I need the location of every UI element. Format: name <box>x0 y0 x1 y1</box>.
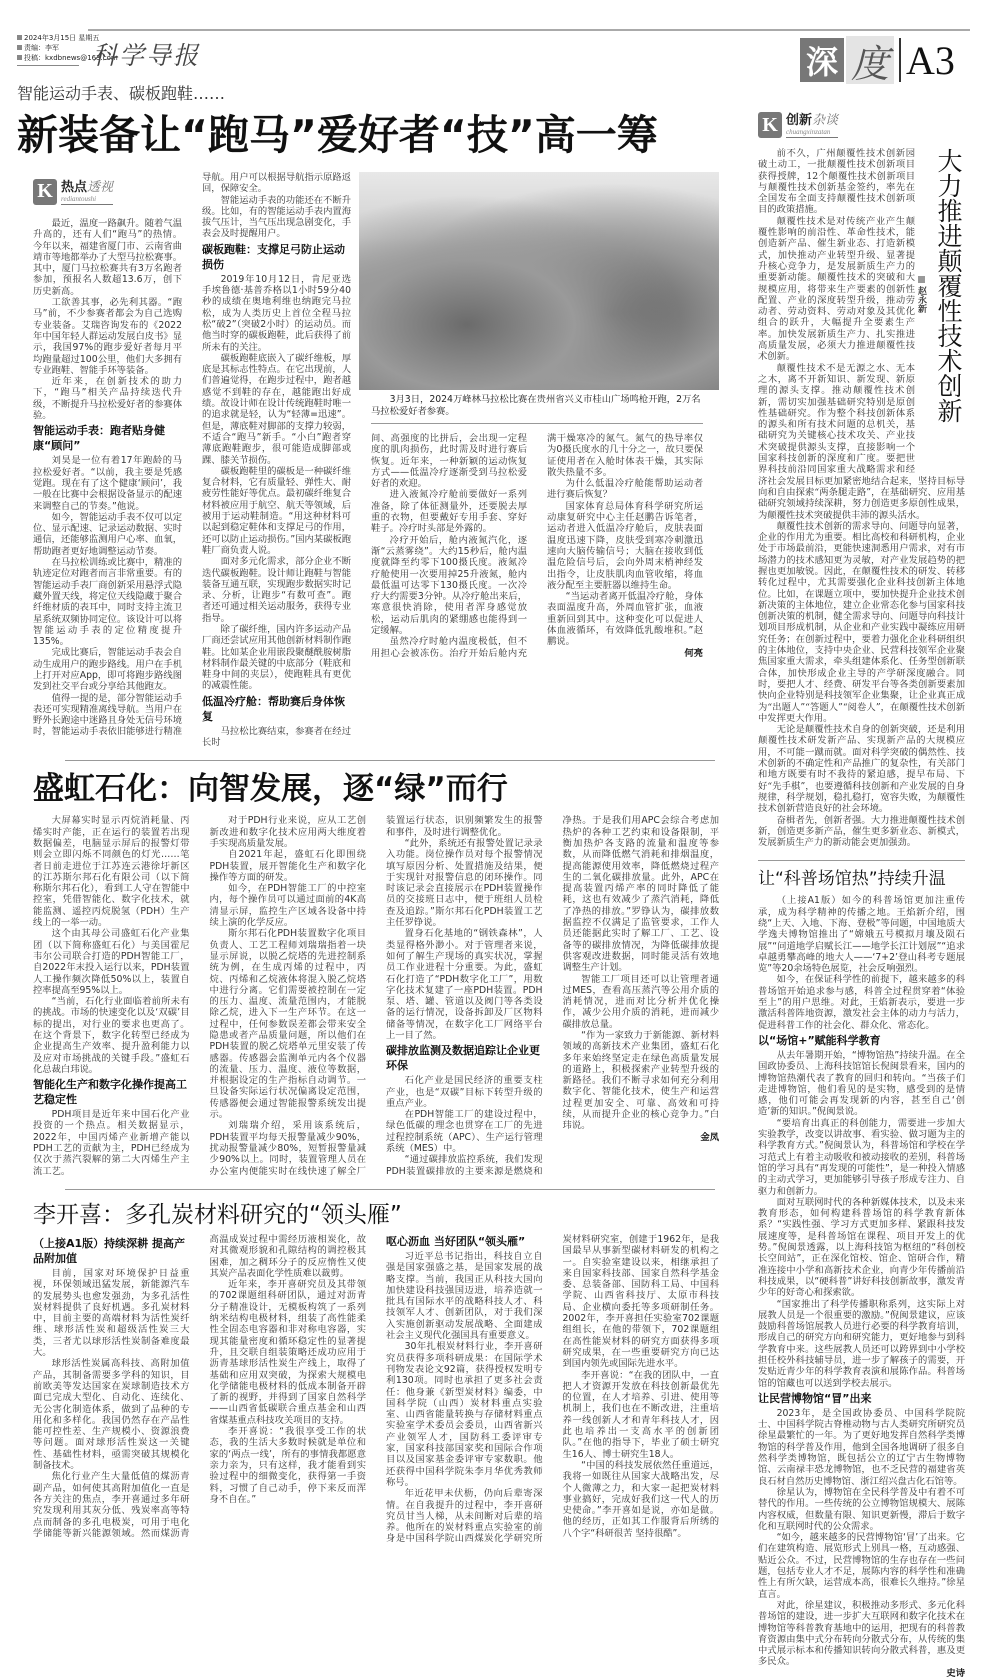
paragraph: 30年扎根炭材料行业，李开喜研究员获得多项科研成果：在国际学术刊物发表论文92篇，获得授权发明专利130项。同时也承担了更多社会责任：他身兼《新型炭材料》编委，中国科学院（山西）炭材料重点实验室、山西省能量转换与存储材料重点实验室学术委员会委员，山西省新兴产业领军人才，国防科工委评审专家，国家科技部国家奖和国际合作项目以及国家基金委评审专家数职。他还获得中国科学院朱李月华优秀教师称号。 <box>386 1341 543 1488</box>
paragraph: 颠覆性技术是对传统产业产生颠覆性影响的前沿性、革命性技术，能创造新产品、催生新业态、打造新模式，加快推动产业转型升级、显著提升核心竞争力，是发展新质生产力的重要新动能。颠覆性技术的突破和大规模应用，将带来生产要素的创新性配置、产业的深度转型升级，推动劳动者、劳动资料、劳动对象及其优化组合的跃升，大幅提升全要素生产率。加快发展新质生产力、扎实推进高质量发展，必须大力推进颠覆性技术创新。 <box>758 215 915 363</box>
paragraph: 值得一提的是，部分智能运动手表还可实现精准离线导航。当用户在野外长跑途中迷路且身处无信号环境时，智能运动手表依旧能够进行精准导航。用户可以根据导航指示原路返回，保障安全。 <box>33 172 351 738</box>
paragraph: 奋楫者先，创新者强。大力推进颠覆性技术创新，创造更多新产品，催生更多新业态、新模式，发展新质生产力的新动能会更加强劲。 <box>758 814 965 849</box>
paragraph: 颠覆性技术不是无源之水、无本之木，离不开新知识、新发现、新原理的源头支撑。推动颠覆性技术创新，需切实加强基础研究特别是原创性基础研究。作为整个科技创新体系的源头和所有技术问题的总机关，基础研究为关键核心技术攻关、产业技术突破提供源头支撑，直接影响一个国家科技创新的深度和广度。要把世界科技前沿同国家重大战略需求和经济社会发展目标更加紧密地结合起来，坚持目标导向和自由探索“两条腿走路”，在基础研究、应用基础研究领域持续深耕，努力创造更多原创性成果，为颠覆性技术突破提供丰沛的源头活水。 <box>758 362 965 521</box>
paragraph: “作为一家致力于新能源、新材料领域的高新技术产业集团，盛虹石化多年来始终坚定走在绿色高质量发展的道路上，积极探索产业转型升级的新路径。我们不断寻求如何充分利用数字化、智能化技术，使生产和运营过程更加安全、可靠、高效和可持续，从而提升企业的核心竞争力。”白玮说。 <box>562 1030 719 1132</box>
main-headline: 新装备让“跑马”爱好者“技”高一筹 <box>17 111 658 159</box>
header-rule <box>88 29 970 31</box>
column-badge-chuangxinzatan <box>758 110 965 140</box>
kepu-headline: 让“科普场馆热”持续升温 <box>758 869 946 890</box>
editorial-title: 大力推进颠覆性技术创新 <box>934 148 963 423</box>
subheading: 碳板跑鞋：支撑足弓防止运动损伤 <box>202 242 345 271</box>
k-logo-icon: K <box>758 112 782 138</box>
section-char-1: 深 <box>800 38 844 82</box>
paragraph: 近年来，李开喜研究员及其带领的702课题组科研团队，通过对沥青分子精准设计，无模板构筑了一系列纳米结构电极材料，组装了高性能柔性全固态电容器和非对称电容器，实现其能量密度和循环稳定性的显著提升，且交联自组装策略还成功应用于沥青基球形活性炭生产线上，取得了基础和应用双突破，为探索大规模电化学储能电极材料的低成本制备开辟了新的视野，并得到了国家自然科学——山西省低碳联合重点基金和山西省煤基重点科技攻关项目的支持。 <box>209 1279 366 1426</box>
section-rule <box>758 860 965 861</box>
paragraph: 碳板跑鞋底嵌入了碳纤维板，厚底是其标志性特点。在它出现前，人们普遍觉得，在跑步过程中，跑者越感觉不到鞋的存在，越能跑出好成绩。故设计师在设计传统跑鞋时唯一的追求就是轻，认为“轻薄=迅速”。但是，薄底鞋对脚部的支撑力较弱，不适合“跑马”新手。“小白”跑者穿薄底跑鞋跑步，很可能造成脚部或踝、膝关节损伤。 <box>202 352 351 466</box>
marathon-body-upper <box>33 172 351 748</box>
subheading: 碳排放监测及数据追踪让企业更环保 <box>386 1044 540 1073</box>
paragraph: 近年来，在创新技术的助力下，“跑马”相关产品持续迭代升级，不断提升马拉松爱好者的参赛体验。 <box>33 376 182 422</box>
paragraph: 2019年10月12日，肯尼亚选手埃鲁德·基普乔格以1小时59分40秒的成绩在奥地利维也纳跑完马拉松，成为人类历史上首位全程马拉松“破2”（突破2小时）的运动员。而他当时穿的碳板跑鞋，此后获得了前所未有的关注。 <box>202 273 351 353</box>
subheading: 低温冷疗舱：帮助赛后身体恢复 <box>202 694 345 723</box>
paragraph: 对于PDH行业来说，应从工艺创新改进和数字化技术应用两大维度着手实现高质量发展。 <box>209 815 366 849</box>
paragraph: 2023年，是全国政协委员、中国科学院院士、中国科学院古脊椎动物与古人类研究所研究员徐星最繁忙的一年。为了更好地发挥自然科学类博物馆的科学普及作用，他到全国各地调研了很多自然科学类博物馆，既包括公立的辽宁古生物博物馆、云南禄丰恐龙博物馆，也不乏民营的福建省英良石材自然历史博物馆、浙江绍兴盘古化石馆等。 <box>758 1407 965 1487</box>
paragraph: 年近花甲未伏枥，仍向后辈寄深情。在自我提升的过程中，李开喜研究员甘当人梯，从未间断对后辈的培养。他所在的炭材料重点实验室的前身是中国科学院山西煤炭化学研究所炭材料研究室，创建于1962年，是我国最早从事新型碳材料研发的机构之一。自实验室建设以来，相继承担了来自国家科技部、国家自然科学基金委、总装备部、国防科工局、中国科学院、山西省科技厅、太原市科技局、企业横向委托等多项研制任务。2002年，李开喜担任实验室702课题组组长，在他的带领下，702课题组在高性能炭材料的研究方面获得多项研究成果，在一些重要研究方向已达到国内领先或国际先进水平。 <box>386 1233 719 1545</box>
paragraph: 智能运动手表的功能还在不断升级。比如，有的智能运动手表内置海拔气压计，当气压出现急剧变化，手表会及时提醒用户。 <box>202 194 351 240</box>
main-area <box>17 84 735 1545</box>
badge-pinyin: chuangxinzatan <box>786 127 831 136</box>
column-badge-rediantoushi <box>33 172 182 212</box>
section-char-2: 度 <box>846 36 894 84</box>
kepu-body <box>758 895 965 1679</box>
marathon-photo <box>359 172 719 390</box>
paragraph: （上接A1版）如今的科普场馆更加注重传承，成为科学精神的传播之地。王焰新介绍，围绕“上天、入地、下海、登极”等问题，中国地质大学逸夫博物馆推出了“嫦娥五号模拟月壤及陨石展”“问道地学启赋长江——地学长江计划展”“追求卓越勇攀高峰的地大人——‘7+2’登山科考专题展览”等20余场特色展览，社会反响强烈。 <box>758 895 965 975</box>
paragraph: 前不久，广州颠覆性技术创新园破土动工，一批颠覆性技术创新项目获得授牌，12个颠覆性技术创新项目与颠覆性技术创新基金签约，率先在全国发布全面支持颠覆性技术创新项目的政策措施。 <box>758 148 915 216</box>
paragraph: 自2021年起，盛虹石化即围绕PDH装置，展开智能化生产和数字化操作等方面的研发。 <box>209 849 366 883</box>
shenghong-body <box>33 815 719 1177</box>
paragraph: 球形活性炭属高科技、高附加值产品，其制备需要多学科的知识，目前欧美等发达国家在炭球制造技术方面已完成大型化、自动化、连续化、无公害化制造体系，做到了品种的专用化和多样化。我国仍然存在产品性能可控性差、生产规模小、资源浪费等问题。面对球形活性炭这一关键性、基础性材料，亟需突破其规模化制备技术。 <box>33 1358 190 1472</box>
issue-date: 2024年3月15日 星期五 <box>17 33 79 43</box>
paragraph: “如今，越来越多的民营博物馆‘冒’了出来。它们在建筑构造、展览形式上别具一格，互动感强、贴近公众。不过，民营博物馆的生存也存在一些问题，包括专业人才不足，展陈内容的科学性和准确性上有所欠缺，运营成本高，很难长久维持。”徐星直言。 <box>758 1532 965 1600</box>
paragraph: 在马拉松训练或比赛中，精准的轨迹定位对跑者而言非常重要。有的智能运动手表厂商创新采用悬浮式隐藏外置天线，将定位天线隐藏于聚合纤维材质的表耳中，同时支持主流卫星系统双频协同定位。该设计可以将智能运动手表的定位精度提升135%。 <box>33 557 182 648</box>
paragraph: 在PDH智能工厂的建设过程中，绿色低碳的理念也贯穿在工厂的先进过程控制系统（APC）、生产运行管理系统（MES）中。 <box>386 1109 543 1155</box>
subheading: 智能运动手表：跑者贴身健康“顾问” <box>33 424 165 453</box>
editorial-title-block <box>915 148 965 468</box>
paragraph: 斯尔邦石化PDH装置数字化项目负责人、工艺工程师刘瑞瑞指着一块显示屏说，以脱乙烷塔的先进控制系统为例，在生成丙烯的过程中，丙烷、丙烯和乙烷液体将混入脱乙烷塔中进行分离。它们需要被控制在一定的压力、温度、流量范围内，才能脱除乙烷，进入下一生产环节。在这一过程中，任何参数误差都会带来安全隐患或者产品质量问题，所以他们在PDH装置的脱乙烷塔单元里安装了传感器。传感器会监测单元内各个仪器的流量、压力、温度、液位等数据，并根据设定的生产指标自动调节。一旦设备实际运行状况偏离设定范围，传感器便会通过智能报警系统发出提示。 <box>209 928 366 1121</box>
paragraph: 徐星认为，博物馆在全民科学普及中有着不可替代的作用。一些传统的公立博物馆规模大、展陈内容权威，但数量有限、知识更新慢，滞后于数字化和互联网时代的公众需求。 <box>758 1486 965 1532</box>
paragraph: 无论是颠覆性技术自身的创新突破，还是利用颠覆性技术研发新产品、实现新产品的大规模应用，不可能一蹴而就。面对科学突破的偶然性、技术创新的不确定性和产品推广的复杂性，有关部门和地方既要有时不我待的紧迫感，提早布局、下好“先手棋”，也要遵循科技创新和产业发展的自身规律，科学规划，稳扎稳打，宽容失败，为颠覆性技术创新营造良好的社会环境。 <box>758 724 965 815</box>
paragraph: 这个由其母公司盛虹石化产业集团（以下简称盛虹石化）与美国霍尼韦尔公司联合打造的PDH智能工厂，自2022年末投入运行以来，PDH装置人工操作频次降低50%以上，装置自控率提高至95%以上。 <box>33 928 190 996</box>
paragraph: 国家体育总局体育科学研究所运动康复研究中心主任赵鹏告诉笔者，运动者进入低温冷疗舱后，皮肤表面温度迅速下降，皮肤受到寒冷刺激迅速向大脑传输信号；大脑在接收到低温危险信号后，会向外周末梢神经发出指令，让皮肤肌肉血管收缩，将血液分配至主要脏器以维持生命。 <box>547 500 703 591</box>
paragraph: 目前，国家对环境保护日益重视，环保领域迅猛发展，新能源汽车的发展势头也愈发强劲，为多孔活性炭材料提供了良好机遇。多孔炭材料中，目前主要的高端材料为活性炭纤维、球形活性炭和超级活性炭三大类，三者尤以球形活性炭制备难度最大。 <box>33 1267 190 1359</box>
editorial-body <box>758 148 965 848</box>
badge-label: 热点 <box>61 179 88 195</box>
subheading: （上接A1版）持续深耕 提高产品附加值 <box>33 1236 185 1265</box>
paragraph: “中国的科技发展依然任重道远，我将一如既往从国家大战略出发，尽个人微薄之力，和大家一起把炭材料事业搞好，完成好我们这一代人的历史使命。”李开喜如是说，亦如是做。他的经历，正如其工作服背后所绣的八个字“科研很苦 坚持很酷”。 <box>562 1459 719 1539</box>
k-logo-icon: K <box>33 179 57 205</box>
page-number: A3 <box>906 37 955 83</box>
section-banner <box>800 34 955 86</box>
paragraph: 碳板跑鞋里的碳板是一种碳纤维复合材料，它有质量轻、弹性大、耐疲劳性能好等优点。最初碳纤维复合材料被应用于航空、航天等领域，后被用于运动鞋制造。“用这种材料可以起到稳定鞋体和支撑足弓的作用，还可以防止运动损伤。”国内某碳板跑鞋厂商负责人说。 <box>202 465 351 556</box>
paragraph: 李开喜说：“在我的团队中，一直把人才资源开发放在科技创新最优先的位置，在人才培养、引进、使用等机制上，我们也在不断改进，注重培养一线创新人才和青年科技人才，因此也培养出一支高水平的创新团队。”在他的指导下，毕业了硕士研究生16人、博士研究生18人。 <box>562 1369 719 1460</box>
paragraph: “国家推出了科学传播职称系列，这实际上对展教人员是一个很重要的激励。”倪闽景建议，应该鼓励科普场馆展教人员进行必要的科学教育培训，形成自己的研究方向和研究能力，更好地参与到科学教育中来。这些展教人员还可以跨界到中小学校担任校外科技辅导员，进一步了解孩子的需要，开发贴近青少年的科学教育表演和展陈作品。科普场馆的馆藏也可以送到学校去展示。 <box>758 1298 965 1389</box>
badge-label: 创新 <box>786 112 813 128</box>
editorial-author: 赵永新 <box>915 276 927 313</box>
paragraph: 为什么低温冷疗舱能帮助运动者进行赛后恢复？ <box>547 478 703 501</box>
paragraph: 间、高强度的比拼后，会出现一定程度的肌肉损伤，此时需及时进行赛后恢复。近年来，一种新颖的运动恢复方式——低温冷疗逐渐受到马拉松爱好者的欢迎。 <box>371 433 527 490</box>
paragraph: 如今，在PDH智能工厂的中控室内，每个操作员可以通过面前的4K高清显示屏，监控生产区域各设备中持续上演的化学反应。 <box>209 883 366 929</box>
paragraph: “通过碳排放监控系统，我们发现PDH装置碳排放的主要来源是燃烧和净热。于是我们用APC会综合考虑加热炉的各种工艺约束和设备限制，平衡加热炉各支路的流量和温度等参数，从而降低燃气消耗和排烟温度，提高能源使用效率，降低燃烧过程产生的二氧化碳排放量。此外，APC在提高装置丙烯产率的同时降低了能耗，这也有效减少了蒸汽消耗，降低了净热的排放。”罗铮认为，碳排放数据监控不仅满足了监管要求，工作人员还能据此实时了解工厂、工艺、设备等的碳排放情况，为降低碳排放提供客观改进数据，同时能灵活有效地调整生产计划。 <box>386 815 719 1177</box>
paragraph: “当前，石化行业面临着前所未有的挑战。市场的快速变化以及‘双碳’目标的提出，对行业的要求也更高了。在这个背景下，数字化转型已经成为企业提高生产效率、提升盈利能力以及应对市场挑战的关键手段。”盛虹石化总裁白玮说。 <box>33 996 190 1075</box>
sidebar <box>758 110 965 1679</box>
paragraph: 颠覆性技术创新的需求导向、问题导向显著，企业的作用尤为重要。相比高校和科研机构，企业处于市场最前沿，更能快速洞悉用户需求，对有市场潜力的技术感知更为灵敏，对产业发展趋势的把握也更加敏锐。因此，在颠覆性技术的研发、转移转化过程中，尤其需要强化企业科技创新主体地位。比如，在课题立项中，要加快提升企业技术创新决策的主体地位，建立企业常态化参与国家科技创新决策的机制，健全需求导向、问题导向科技计划项目形成机制，从企业和产业实践中凝练应用研究任务；在创新过程中，要着力强化企业科研组织的主体地位，支持中央企业、民营科技领军企业聚焦国家重大需求，牵头组建体系化、任务型创新联合体，加快形成企业主导的产学研深度融合。同时，要把人才、经费、研发平台等各类创新要素加快向企业特别是科技领军企业集聚，让企业真正成为“出题人”“答题人”“阅卷人”，在颠覆性技术创新中发挥更大作用。 <box>758 520 965 724</box>
subheading: 呕心沥血 当好团队“领头雁” <box>386 1234 526 1248</box>
subheading: 让民营博物馆“冒”出来 <box>758 1391 872 1405</box>
subheading: 以“场馆+”赋能科学教育 <box>758 1033 881 1047</box>
paragraph: 面对互联网时代的各种新媒体技术，以及未来教育形态，如何构建科普场馆的科学教育新体系？“实践性强、学习方式更加多样、紧跟科技发展速度等，是科普场馆在课程、项目开发上的优势。”倪闽景透露，以上海科技馆为枢纽的“科创校长空间站”，正在深化馆校、馆企、馆研合作，精准连接中小学和高新技术企业，向青少年传播前沿科技成果，以“硬科普”讲好科技创新故事，激发青少年的好奇心和探索欲。 <box>758 1196 965 1299</box>
editor: 责编：李军 <box>17 43 79 53</box>
badge-label-b: 透视 <box>87 179 114 195</box>
paragraph: PDH项目是近年来中国石化产业投资的一个热点。相关数据显示，2022年，中国丙烯产业新增产能以PDH工艺的贡献为主，PDH已经成为仅次于蒸汽裂解的第二大丙烯生产主流工艺。 <box>33 1109 190 1177</box>
contact-email: 投稿：kxdbnews@163.com <box>17 53 79 63</box>
marathon-body-lower <box>371 433 703 659</box>
paragraph: 刘瑞瑞介绍，采用该系统后，PDH装置平均每天报警量减少90%，扰动报警量减少80%，短暂报警量减少90%以上。同时，装置管理人员在办公室内便能实时在线快速了解全厂装置运行状态，识别频繁发生的报警和事件，及时进行调整优化。 <box>209 815 543 1177</box>
paragraph: 完成比赛后，智能运动手表会自动生成用户的跑步路线。用户在手机上打开对应App，即可将跑步路线图发到社交平台或分享给其他跑友。 <box>33 647 182 693</box>
paragraph: 李开喜说：“我很享受工作的状态，我的生活大多数时候就是单位和家的‘两点一线’，所有的事情我都愿意亲力亲为，只有这样，我才能看到实验过程中的细微变化，获得第一手资料，习惯了自己动手，停下来反而浑身不自在。” <box>209 1426 366 1505</box>
paragraph: 刘昊是一位有着17年跑龄的马拉松爱好者。“以前，我主要是凭感觉跑。现在有了这个健康‘顾问’，我一般在比赛中会根据设备显示的配速来调整自己的节奏。”他说。 <box>33 455 182 512</box>
badge-label-b: 杂谈 <box>812 112 839 128</box>
photo-caption: 3月3日，2024万峰林马拉松比赛在贵州省兴义市桂山广场鸣枪开跑，2万名马拉松爱好者参赛。 <box>371 394 703 424</box>
newspaper-logo: 科学导报 <box>92 41 201 70</box>
paragraph: 马拉松比赛结束，参赛者在经过长时 <box>202 725 351 749</box>
paragraph: 虽然冷疗时舱内温度极低，但不用担心会被冻伤。治疗开始后舱内充满干燥寒冷的氮气。氮气的热导率仅为0摄氏度水的几十分之一，故只要保证使用者在入舱时体表干燥，其实际散失热量不多。 <box>371 433 703 659</box>
shenghong-headline: 盛虹石化：向智发展，逐“绿”而行 <box>33 771 508 808</box>
marathon-article <box>33 172 719 748</box>
likaixi-headline: 李开喜：多孔炭材料研究的“领头雁” <box>33 1201 402 1228</box>
paragraph: “此外，系统还有报警处置记录录入功能。岗位操作员对每个报警情况填写原因分析、处置措施及结果，便于实现针对报警信息的闭环操作。同时该记录会直接展示在PDH装置操作员的交接班日志中，便于班组人员检查及追踪。”斯尔邦石化PDH装置工艺主任罗铮说。 <box>386 837 543 929</box>
paragraph: 习近平总书记指出，科技自立自强是国家强盛之基，是国家发展的战略支撑。当前，我国正从科技大国向加快建设科技强国迈进，培养造就一批具有国际水平的战略科技人才、科技领军人才、创新团队，对于我们深入实施创新驱动发展战略、全面建成社会主义现代化强国具有重要意义。 <box>386 1250 543 1342</box>
paragraph: 从去年暑期开始，“博物馆热”持续升温。在全国政协委员、上海科技馆馆长倪闽景看来，国内的博物馆热潮代表了教育的回归和转向。“当孩子们走进博物馆，他们看见的是实物，感受到的是情感，他们可能会再发现新的内容，甚至自己‘创造’新的知识。”倪闽景说。 <box>758 1049 965 1118</box>
paragraph: 如今，在保证科学性的前提下，越来越多的科普场馆开始追求参与感，科普全过程贯穿着“体验至上”的用户思维。对此，王焰新表示，要进一步激活科普阵地资源，激发社会主体的动力与活力，促进科普工作的社会化、群众化、常态化。 <box>758 974 965 1031</box>
paragraph: 置身石化基地的“钢铁森林”，人类显得格外渺小。对于管理者来说，如何了解生产现场的真实状况，掌握员工作业进程十分重要。为此，盛虹石化打造了“PDH数字化工厂”，用数字化技术复建了一座PDH装置。PDH泵、塔、罐、管道以及阀门等各类设备的运行情况，设备拆卸及厂区物料储备等情况，在数字化工厂网络平台上一目了然。 <box>386 928 543 1041</box>
paragraph: 最近，温度一路飙升。随着气温升高的，还有人们“跑马”的热情。今年以来，福建省厦门市、云南省曲靖市等地都举办了大型马拉松赛事。其中，厦门马拉松赛共有3万名跑者参加，预报名人数超13.6万，创下历史新高。 <box>33 218 182 297</box>
subheading: 智能化生产和数字化操作提高工艺稳定性 <box>33 1078 187 1107</box>
paragraph: 面对多元化需求，部分企业不断迭代碳板跑鞋。设计师让跑鞋与智能装备互通互联，实现跑步数据实时记录、分析，让跑步“有数可查”。跑者还可通过相关运动服务，获得专业指导。 <box>202 556 351 624</box>
paragraph: 焦化行业产生大量低值的煤沥青副产品，如何使其高附加值化一直是各方关注的焦点，李开喜通过多年研究发现利用其灰分低、残炭率高等特点而制备的多孔电极炭，可用于电化学储能等新兴能源领域。然而煤沥青高温成炭过程中需经历液相炭化，故对其微观形貌和孔隙结构的调控极其困难，加之稠环分子的反应惰性又使其炭产品表面化学性质难以裁剪。 <box>33 1233 366 1539</box>
paragraph: “当运动者离开低温冷疗舱，身体表面温度升高，外周血管扩张，血液重新回到其中。这种变化可以促进人体血液循环，有效降低乳酸堆积。”赵鹏说。 <box>547 591 703 648</box>
paragraph: 冷疗开始后，舱内液氮汽化，逐渐“云蒸雾绕”。大约15秒后，舱内温度就降至约零下100摄氏度。液氮冷疗舱使用一次要用掉25升液氮，舱内最低温可达零下130摄氏度。一次冷疗大约需要3分钟。从冷疗舱出来后，寒意很快消除，使用者浑身感觉放松，运动后肌肉的紧绷感也能得到一定缓解。 <box>371 534 527 637</box>
section-rule <box>65 760 715 761</box>
paragraph: 除了碳纤维，国内许多运动产品厂商还尝试应用其他创新材料制作跑鞋。比如某企业用嵌段聚醚酰胺树脂材料制作最关键的中底部分（鞋底和鞋身中间的夹层），使跑鞋具有更优的减震性能。 <box>202 623 351 692</box>
section-rule <box>65 1189 715 1190</box>
paragraph: 石化产业是国民经济的重要支柱产业，也是“双碳”目标下转型升级的重点产业。 <box>386 1075 543 1109</box>
paragraph: 进入液氮冷疗舱前要做好一系列准备，除了体征测量外，还要脱去厚重的衣物，但要戴好专用手套、穿好鞋子。冷疗时头部是外露的。 <box>371 489 527 535</box>
paragraph: 大屏幕实时显示丙烷消耗量、丙烯实时产能，正在运行的装置若出现数据偏差，电脑显示屏后的报警灯带则会立即闪烁不同颜色的灯光……笔者日前走进位于江苏连云港徐圩新区的江苏斯尔邦石化有限公司（以下简称斯尔邦石化），看到工人守在智能中控室，凭借智能化、数字化技术，就能监测、遥控丙烷脱氢（PDH）生产线上的一举一动。 <box>33 815 190 929</box>
paragraph: 工欲善其事，必先利其器。“跑马”前，不少参赛者都会为自己选购专业装备。艾瑞咨询发布的《2022年中国年轻人群运动发展白皮书》显示，我国97%的跑步爱好者每月平均跑量超过100公里，他们大多拥有专业跑鞋、智能手环等装备。 <box>33 297 182 376</box>
likaixi-body <box>33 1234 719 1545</box>
paragraph: 智能工厂项目还可以让管理者通过MES，查看高压蒸汽等公用介质的消耗情况，进而对比分析并优化操作，减少公用介质的消耗，进而减少碳排放总量。 <box>562 973 719 1030</box>
byline: 史诗 <box>946 1667 965 1679</box>
byline: 金凤 <box>700 1131 719 1143</box>
article-kicker: 智能运动手表、碳板跑鞋…… <box>17 84 226 103</box>
masthead-info <box>17 33 118 66</box>
paragraph: 如今，智能运动手表不仅可以定位、显示配速、记录运动数据、实时通信，还能够监测用户心率、血氧，帮助跑者更好地调整运动节奏。 <box>33 511 182 557</box>
paragraph: “要培育出真正的科创能力，需要进一步加大实验教学，改变以讲故事、看实验、做习题为主的科学教育方式。”倪闽景认为，科普场馆和学校在学习范式上有着主动吸收和被动接收的差别，科普场馆的学习具有“再发现的可能性”，是一种投入情感的主动式学习，更加能够引导孩子形成专注力、自驱力和创新力。 <box>758 1117 965 1197</box>
badge-pinyin: rediantoushi <box>61 194 97 203</box>
divider <box>899 38 901 82</box>
byline: 何亮 <box>684 647 703 659</box>
paragraph: 对此，徐星建议，积极推动多形式、多元化科普场馆的建设，进一步扩大互联网和数字化技术在博物馆等科普教育基地中的运用，把现有的科普教育资源由集中式分布转向分散式分布，从传统的集中式展示标本和传播知识转向分散式科普，惠及更多民众。 <box>758 1599 965 1668</box>
